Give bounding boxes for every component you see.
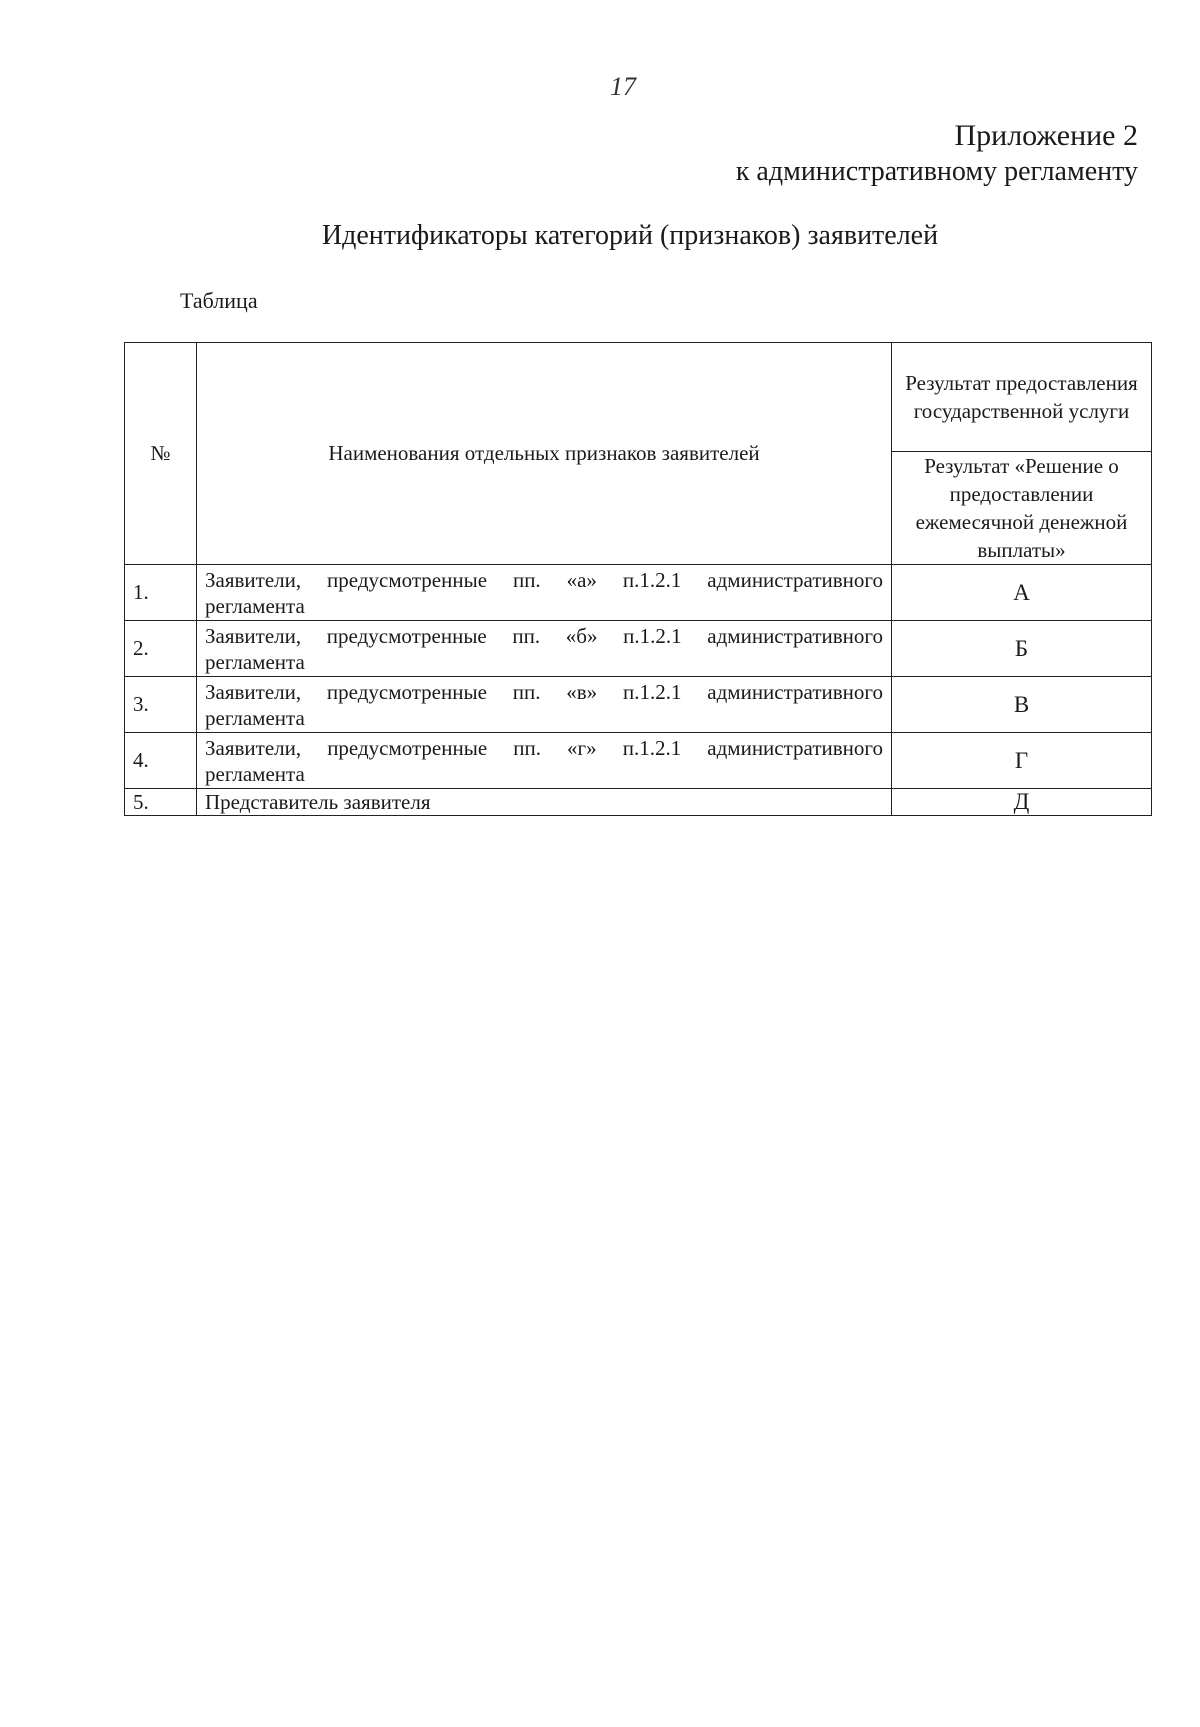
- table-row: [125, 733, 1152, 789]
- document-title: Идентификаторы категорий (признаков) заявителей: [321, 220, 939, 251]
- row-number: 5.: [125, 789, 197, 816]
- row-name: Заявители, предусмотренные пп. «в» п.1.2.1 административного регламента: [197, 677, 892, 733]
- table-row: [125, 565, 1152, 621]
- header-result-group: Результат предоставления государственной услуги: [892, 343, 1152, 452]
- row-code: Д: [892, 789, 1152, 816]
- row-number: 2.: [125, 621, 197, 677]
- row-code: А: [892, 565, 1152, 621]
- table-label: Таблица: [180, 288, 258, 313]
- row-code: В: [892, 677, 1152, 733]
- page-number: 17: [610, 72, 636, 101]
- header-name: Наименования отдельных признаков заявителей: [197, 343, 892, 565]
- row-name: Заявители, предусмотренные пп. «а» п.1.2.1 административного регламента: [197, 565, 892, 621]
- table-row: [125, 677, 1152, 733]
- header-result-sub: Результат «Решение о предоставлении ежемесячной денежной выплаты»: [892, 452, 1152, 565]
- header-number: №: [125, 343, 197, 565]
- appendix-subtitle: к административному регламенту: [735, 156, 1138, 187]
- appendix-title: Приложение 2: [954, 119, 1138, 152]
- table-header-row: [125, 343, 1152, 452]
- table-row: [125, 789, 1152, 816]
- row-number: 3.: [125, 677, 197, 733]
- applicant-categories-table: [124, 342, 1152, 816]
- row-code: Г: [892, 733, 1152, 789]
- row-name: Заявители, предусмотренные пп. «г» п.1.2.1 административного регламента: [197, 733, 892, 789]
- row-name: Представитель заявителя: [197, 789, 892, 816]
- row-number: 4.: [125, 733, 197, 789]
- appendix-header: [736, 118, 1138, 190]
- row-number: 1.: [125, 565, 197, 621]
- table-row: [125, 621, 1152, 677]
- row-code: Б: [892, 621, 1152, 677]
- row-name: Заявители, предусмотренные пп. «б» п.1.2.1 административного регламента: [197, 621, 892, 677]
